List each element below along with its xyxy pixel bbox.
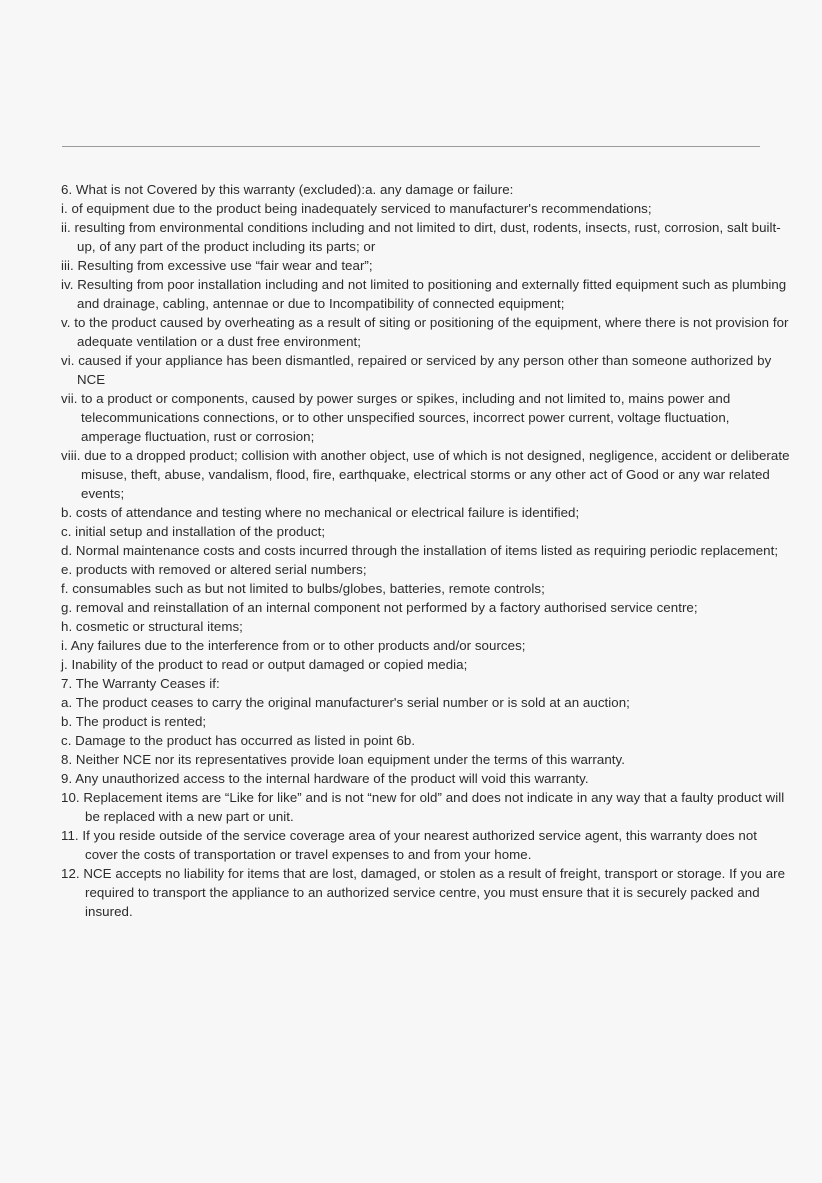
clause-8: 8. Neither NCE nor its representatives provide loan equipment under the terms of this warranty.: [61, 752, 625, 767]
clause-6a-vi: vi. caused if your appliance has been dismantled, repaired or serviced by any person other than someone authorized by NCE: [61, 353, 772, 387]
clause-6j: j. Inability of the product to read or output damaged or copied media;: [61, 657, 468, 672]
clause-6a-i: i. of equipment due to the product being inadequately serviced to manufacturer's recommendations;: [61, 201, 652, 216]
clause-7b: b. The product is rented;: [61, 714, 207, 729]
clause-7c: c. Damage to the product has occurred as listed in point 6b.: [61, 733, 416, 748]
clause-6i: i. Any failures due to the interference from or to other products and/or sources;: [61, 638, 526, 653]
clause-6a-v: v. to the product caused by overheating as a result of siting or positioning of the equipment, where there is not provision for adequate ventilation or a dust free environment;: [61, 315, 789, 349]
clause-6a-iii: iii. Resulting from excessive use “fair wear and tear”;: [61, 258, 373, 273]
warranty-terms: [61, 180, 791, 921]
clause-6f: f. consumables such as but not limited to bulbs/globes, batteries, remote controls;: [61, 581, 545, 596]
clause-6d: d. Normal maintenance costs and costs incurred through the installation of items listed as requiring periodic replacement;: [61, 543, 779, 558]
clause-6a-iv: iv. Resulting from poor installation including and not limited to positioning and externally fitted equipment such as plumbing and drainage, cabling, antennae or due to Incompatibility of connected equipment;: [61, 277, 787, 311]
clause-6-heading: 6. What is not Covered by this warranty (excluded):a. any damage or failure:: [61, 182, 514, 197]
clause-6e: e. products with removed or altered serial numbers;: [61, 562, 367, 577]
clause-11: 11. If you reside outside of the service coverage area of your nearest authorized service agent, this warranty does not cover the costs of transportation or travel expenses to and from your home.: [61, 828, 758, 862]
clause-6g: g. removal and reinstallation of an internal component not performed by a factory authorised service centre;: [61, 600, 698, 615]
clause-6h: h. cosmetic or structural items;: [61, 619, 243, 634]
clause-7-heading: 7. The Warranty Ceases if:: [61, 676, 220, 691]
header-divider: [62, 146, 760, 147]
clause-6a-ii: ii. resulting from environmental conditions including and not limited to dirt, dust, rodents, insects, rust, corrosion, salt built-up, of any part of the product including its parts; or: [61, 220, 781, 254]
clause-9: 9. Any unauthorized access to the internal hardware of the product will void this warranty.: [61, 771, 589, 786]
clause-10: 10. Replacement items are “Like for like” and is not “new for old” and does not indicate in any way that a faulty product will be replaced with a new part or unit.: [61, 790, 785, 824]
clause-7a: a. The product ceases to carry the original manufacturer's serial number or is sold at an auction;: [61, 695, 630, 710]
clause-6c: c. initial setup and installation of the product;: [61, 524, 326, 539]
clause-6b: b. costs of attendance and testing where no mechanical or electrical failure is identified;: [61, 505, 580, 520]
clause-6a-vii: vii. to a product or components, caused by power surges or spikes, including and not limited to, mains power and telecommunications connections, or to other unspecified sources, incorrect power current, voltage fluctuation, amperage fluctuation, rust or corrosion;: [61, 391, 731, 444]
clause-12: 12. NCE accepts no liability for items that are lost, damaged, or stolen as a result of freight, transport or storage. If you are required to transport the appliance to an authorized service centre, you must ensure that it is securely packed and insured.: [61, 866, 786, 919]
clause-6a-viii: viii. due to a dropped product; collision with another object, use of which is not designed, negligence, accident or deliberate misuse, theft, abuse, vandalism, flood, fire, earthquake, electrical storms or any other act of Good or any war related events;: [61, 448, 790, 501]
